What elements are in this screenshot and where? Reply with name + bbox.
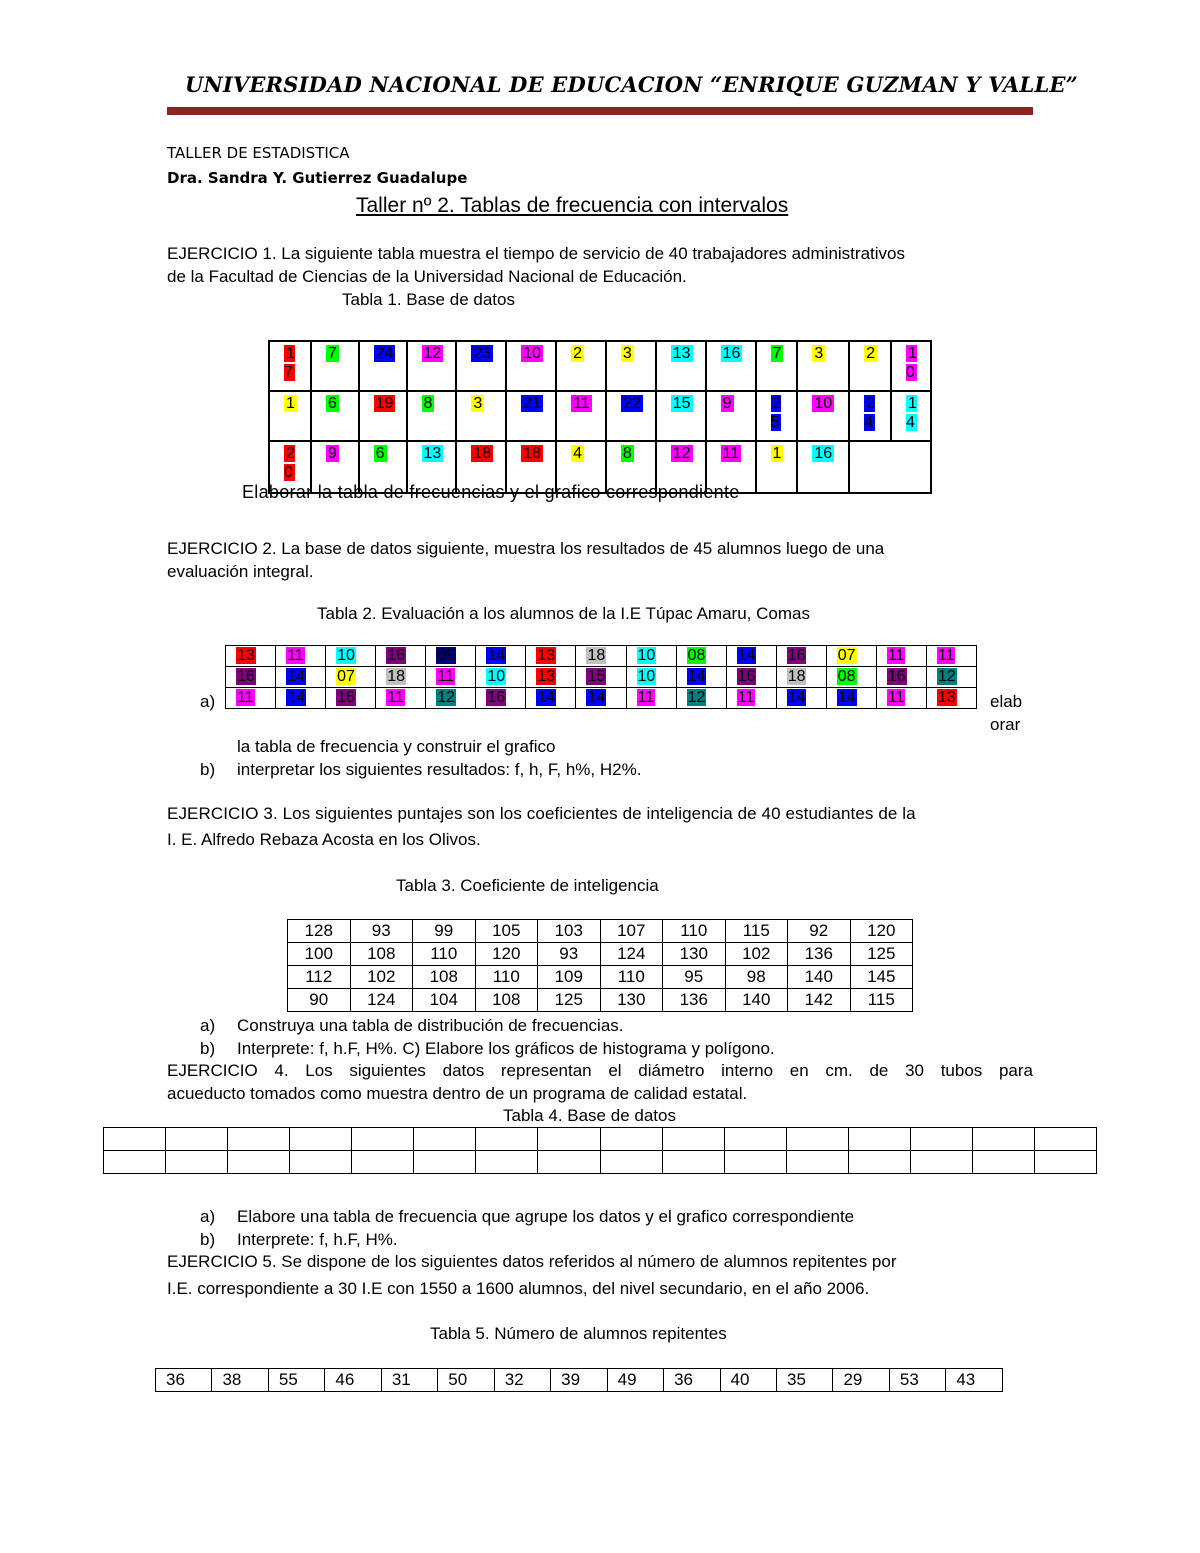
- table-cell: [526, 688, 576, 709]
- table-cell: 124: [600, 943, 663, 966]
- table-cell: [326, 688, 376, 709]
- ej4-caption: Tabla 4. Base de datos: [503, 1106, 676, 1125]
- data-chip: 18: [473, 445, 492, 462]
- ej2-caption: Tabla 2. Evaluación a los alumnos de la I.E Túpac Amaru, Comas: [317, 604, 810, 623]
- data-chip: 12: [437, 689, 456, 706]
- table-cell: 109: [538, 966, 601, 989]
- table-row: [104, 1151, 1097, 1174]
- data-chip: 14: [687, 668, 706, 685]
- table-cell: [826, 667, 876, 688]
- table-cell: [269, 391, 311, 441]
- data-chip: 14: [487, 647, 506, 664]
- data-chip: 14: [587, 689, 606, 706]
- table-cell: [726, 646, 776, 667]
- table-cell: [311, 341, 359, 391]
- ej4-item-b-marker: b): [200, 1230, 216, 1249]
- table-row: [269, 341, 931, 391]
- table-cell: 125: [538, 989, 601, 1012]
- table-cell: [891, 391, 931, 441]
- data-chip: 16: [237, 668, 255, 685]
- table-cell: 108: [413, 966, 476, 989]
- table-cell: 128: [288, 920, 351, 943]
- data-chip: 16: [387, 647, 405, 664]
- table-cell: [526, 667, 576, 688]
- table-cell: [226, 667, 276, 688]
- table-row: [269, 391, 931, 441]
- table-cell: [826, 646, 876, 667]
- ej1-instruction: Elaborar la tabla de frecuencias y el grafico correspondiente: [242, 482, 740, 502]
- table-cell: 92: [788, 920, 851, 943]
- table-cell: [228, 1151, 290, 1174]
- table-cell: 55: [268, 1369, 324, 1392]
- table-cell: [797, 341, 849, 391]
- table-row: [288, 920, 913, 943]
- data-chip: 16: [337, 689, 355, 706]
- table-cell: [756, 391, 798, 441]
- table-cell: [352, 1128, 414, 1151]
- data-chip: 13: [937, 689, 956, 706]
- table-cell: 142: [788, 989, 851, 1012]
- table-cell: [426, 667, 476, 688]
- table-cell: [1034, 1128, 1096, 1151]
- ej2-item-b-text: interpretar los siguientes resultados: f, h, F, h%, H2%.: [237, 760, 642, 779]
- table-cell: 104: [413, 989, 476, 1012]
- table-row: [288, 943, 913, 966]
- data-chip: 14: [787, 689, 806, 706]
- ej2-text-line1: EJERCICIO 2. La base de datos siguiente, muestra los resultados de 45 alumnos luego de una: [167, 539, 885, 558]
- table-cell: [426, 646, 476, 667]
- data-chip: 10: [523, 345, 542, 362]
- ej4-text-line1: EJERCICIO 4. Los siguientes datos representan el diámetro interno en cm. de 30 tubos para: [167, 1061, 1033, 1080]
- table-row: [226, 667, 977, 688]
- teacher-name: Dra. Sandra Y. Gutierrez Guadalupe: [167, 169, 468, 187]
- table-cell: [276, 688, 326, 709]
- table-cell: 130: [663, 943, 726, 966]
- table-cell: [269, 341, 311, 391]
- data-chip: 11: [573, 395, 590, 412]
- table-cell: [456, 341, 506, 391]
- data-chip: 12: [672, 445, 691, 462]
- table-cell: [626, 688, 676, 709]
- data-chip: 1 4: [906, 395, 917, 431]
- table-cell: 46: [325, 1369, 381, 1392]
- table-cell: [849, 391, 891, 441]
- ej3-item-a-text: Construya una tabla de distribución de frecuencias.: [237, 1016, 624, 1035]
- table-1: [268, 340, 932, 494]
- table-cell: 110: [600, 966, 663, 989]
- table-cell: [326, 667, 376, 688]
- data-chip: 18: [523, 445, 542, 462]
- data-chip: 09: [437, 647, 456, 664]
- table-cell: [776, 688, 826, 709]
- ej3-item-b-marker: b): [200, 1039, 216, 1058]
- data-chip: 10: [637, 647, 656, 664]
- table-cell: 49: [607, 1369, 663, 1392]
- data-chip: 11: [722, 445, 740, 462]
- table-cell: 115: [725, 920, 788, 943]
- table-cell: [407, 341, 457, 391]
- table-cell: [676, 688, 726, 709]
- data-chip: 14: [287, 668, 305, 685]
- data-chip: 08: [687, 647, 706, 664]
- data-chip: 13: [423, 445, 442, 462]
- data-chip: 11: [287, 647, 304, 664]
- table-cell: 36: [156, 1369, 212, 1392]
- ej2-item-a-text: la tabla de frecuencia y construir el grafico: [237, 737, 556, 756]
- table-cell: 105: [475, 920, 538, 943]
- ej1-caption: Tabla 1. Base de datos: [342, 290, 515, 309]
- data-chip: 2 0: [284, 445, 295, 481]
- table-cell: [926, 646, 976, 667]
- data-chip: 6: [327, 395, 337, 412]
- table-cell: [626, 646, 676, 667]
- table-cell: [756, 341, 798, 391]
- table-cell: [786, 1151, 848, 1174]
- header-rule: [167, 107, 1033, 115]
- data-chip: 3: [814, 345, 824, 362]
- data-chip: 7: [772, 345, 782, 362]
- table-cell: [556, 341, 606, 391]
- table-cell: [656, 341, 706, 391]
- data-chip: 21: [523, 395, 542, 412]
- table-cell: [407, 391, 457, 441]
- data-chip: 6: [375, 445, 385, 462]
- table-cell: [166, 1151, 228, 1174]
- data-chip: 18: [387, 668, 405, 685]
- table-cell: [326, 646, 376, 667]
- table-cell: [972, 1151, 1034, 1174]
- table-cell: 140: [788, 966, 851, 989]
- table-cell: [576, 688, 626, 709]
- table-cell: 99: [413, 920, 476, 943]
- data-chip: 18: [587, 647, 606, 664]
- data-chip: 1: [286, 395, 295, 412]
- table-cell: 110: [663, 920, 726, 943]
- table-cell: [726, 667, 776, 688]
- data-chip: 14: [537, 689, 556, 706]
- ej2-item-a-side2: orar: [990, 715, 1021, 734]
- ej3-item-b-text: Interprete: f, h.F, H%. C) Elabore los gráficos de histograma y polígono.: [237, 1039, 775, 1058]
- table-cell: [848, 1151, 910, 1174]
- table-cell: [726, 688, 776, 709]
- ej5-caption: Tabla 5. Número de alumnos repitentes: [430, 1324, 727, 1343]
- data-chip: 13: [672, 345, 691, 362]
- page-title: Taller nº 2. Tablas de frecuencia con intervalos: [356, 194, 789, 217]
- data-chip: 11: [437, 668, 454, 685]
- table-cell: 95: [663, 966, 726, 989]
- table-cell: [166, 1128, 228, 1151]
- data-chip: 2 4: [864, 395, 876, 431]
- table-cell: [104, 1128, 166, 1151]
- table-cell: [926, 688, 976, 709]
- table-cell: 136: [788, 943, 851, 966]
- data-chip: 16: [737, 668, 756, 685]
- data-chip: 15: [587, 668, 606, 685]
- ej3-text-line2: I. E. Alfredo Rebaza Acosta en los Olivos.: [167, 830, 481, 849]
- ej2-text-line2: evaluación integral.: [167, 562, 314, 581]
- table-cell: [414, 1151, 476, 1174]
- data-chip: 11: [237, 689, 254, 706]
- table-cell: [876, 688, 926, 709]
- table-cell: [849, 341, 891, 391]
- table-cell: [414, 1128, 476, 1151]
- table-cell: [226, 646, 276, 667]
- data-chip: 2: [866, 345, 876, 362]
- table-cell: 120: [475, 943, 538, 966]
- table-cell: [706, 391, 756, 441]
- table-cell: [756, 441, 798, 493]
- table-cell: [576, 667, 626, 688]
- table-cell: [506, 391, 556, 441]
- table-cell: [352, 1151, 414, 1174]
- data-chip: 11: [937, 647, 955, 664]
- table-cell: [104, 1151, 166, 1174]
- table-cell: [1034, 1151, 1096, 1174]
- table-cell: [926, 667, 976, 688]
- table-cell: [972, 1128, 1034, 1151]
- table-cell: [797, 441, 849, 493]
- table-cell: 43: [946, 1369, 1003, 1392]
- data-chip: 16: [722, 345, 741, 362]
- data-chip: 2: [573, 345, 582, 362]
- table-cell: [891, 341, 931, 391]
- data-chip: 16: [814, 445, 833, 462]
- data-chip: 8: [622, 445, 632, 462]
- table-cell: 93: [538, 943, 601, 966]
- data-chip: 14: [837, 689, 856, 706]
- table-cell: 115: [850, 989, 913, 1012]
- data-chip: 14: [287, 689, 305, 706]
- table-cell: 102: [725, 943, 788, 966]
- table-cell: [359, 341, 407, 391]
- data-chip: 15: [672, 395, 691, 412]
- table-cell: 110: [413, 943, 476, 966]
- table-row: [226, 646, 977, 667]
- table-cell: [626, 667, 676, 688]
- table-cell: [476, 667, 526, 688]
- table-cell: [724, 1151, 786, 1174]
- table-cell: [228, 1128, 290, 1151]
- table-cell: 108: [475, 989, 538, 1012]
- data-chip: 18: [787, 668, 806, 685]
- table-cell: [576, 646, 626, 667]
- data-chip: 23: [473, 345, 492, 362]
- table-cell: [600, 1151, 662, 1174]
- table-cell: 35: [776, 1369, 832, 1392]
- table-cell: 136: [663, 989, 726, 1012]
- table-cell: [676, 667, 726, 688]
- ej4-item-b-text: Interprete: f, h.F, H%.: [237, 1230, 398, 1249]
- table-cell: 100: [288, 943, 351, 966]
- ej4-item-a-text: Elabore una tabla de frecuencia que agrupe los datos y el grafico correspondiente: [237, 1207, 855, 1226]
- table-cell: [776, 646, 826, 667]
- ej2-item-b-marker: b): [200, 760, 216, 779]
- table-cell: [276, 646, 326, 667]
- data-chip: 11: [887, 647, 905, 664]
- table-cell: [910, 1151, 972, 1174]
- table-cell: 108: [350, 943, 413, 966]
- table-2: [225, 645, 977, 709]
- table-cell: 145: [850, 966, 913, 989]
- table-cell: [656, 391, 706, 441]
- table-cell: 39: [551, 1369, 607, 1392]
- data-chip: 12: [687, 689, 706, 706]
- ej1-text-line2: de la Facultad de Ciencias de la Universidad Nacional de Educación.: [167, 267, 687, 286]
- data-chip: 1: [772, 445, 782, 462]
- table-cell: 93: [350, 920, 413, 943]
- table-cell: [276, 667, 326, 688]
- ej5-text-line1: EJERCICIO 5. Se dispone de los siguientes datos referidos al número de alumnos repitentes por: [167, 1252, 897, 1271]
- data-chip: 1 7: [284, 345, 295, 381]
- table-cell: [476, 1128, 538, 1151]
- table-cell: [786, 1128, 848, 1151]
- data-chip: 12: [423, 345, 442, 362]
- table-cell: 31: [381, 1369, 437, 1392]
- table-cell: [476, 1151, 538, 1174]
- ej3-item-a-marker: a): [200, 1016, 216, 1035]
- table-cell: [290, 1151, 352, 1174]
- data-chip: 1 0: [906, 345, 917, 381]
- ej4-text-line2: acueducto tomados como muestra dentro de un programa de calidad estatal.: [167, 1084, 748, 1103]
- ej3-text-line1: EJERCICIO 3. Los siguientes puntajes son los coeficientes de inteligencia de 40 estudiantes de la: [167, 804, 916, 823]
- table-cell: [538, 1151, 600, 1174]
- table-cell: [506, 341, 556, 391]
- table-cell: [476, 646, 526, 667]
- table-cell: [676, 646, 726, 667]
- table-cell: [706, 341, 756, 391]
- table-cell: [776, 667, 826, 688]
- data-chip: 8: [423, 395, 433, 412]
- table-cell: [311, 391, 359, 441]
- table-cell: [662, 1151, 724, 1174]
- table-cell: [848, 1128, 910, 1151]
- table-cell: [600, 1128, 662, 1151]
- table-cell: [724, 1128, 786, 1151]
- data-chip: 12: [937, 668, 956, 685]
- data-chip: 7: [327, 345, 337, 362]
- table-cell: [876, 646, 926, 667]
- table-cell: 120: [850, 920, 913, 943]
- course-name: TALLER DE ESTADISTICA: [167, 144, 350, 162]
- data-chip: 07: [837, 647, 856, 664]
- ej2-item-a-side1: elab: [990, 692, 1023, 711]
- table-cell: 32: [494, 1369, 550, 1392]
- table-cell-empty: [849, 441, 931, 493]
- data-chip: 07: [337, 668, 355, 685]
- data-chip: 13: [237, 647, 255, 664]
- table-cell: 125: [850, 943, 913, 966]
- data-chip: 14: [737, 647, 756, 664]
- table-cell: 50: [438, 1369, 494, 1392]
- table-cell: 140: [725, 989, 788, 1012]
- table-cell: 103: [538, 920, 601, 943]
- table-cell: [376, 688, 426, 709]
- table-cell: 107: [600, 920, 663, 943]
- data-chip: 19: [375, 395, 394, 412]
- ej3-caption: Tabla 3. Coeficiente de inteligencia: [396, 876, 659, 895]
- table-row: [226, 688, 977, 709]
- ej4-item-a-marker: a): [200, 1207, 216, 1226]
- data-chip: 08: [837, 668, 856, 685]
- data-chip: 24: [375, 345, 394, 362]
- table-cell: 40: [720, 1369, 776, 1392]
- table-4: [103, 1127, 1097, 1174]
- table-cell: 124: [350, 989, 413, 1012]
- table-cell: [826, 688, 876, 709]
- table-cell: [538, 1128, 600, 1151]
- table-cell: [526, 646, 576, 667]
- data-chip: 3: [622, 345, 632, 362]
- ej5-text-line2: I.E. correspondiente a 30 I.E con 1550 a 1600 alumnos, del nivel secundario, en el año 2006.: [167, 1279, 870, 1298]
- table-cell: [376, 667, 426, 688]
- table-cell: [797, 391, 849, 441]
- table-cell: [606, 341, 656, 391]
- table-cell: [556, 391, 606, 441]
- table-cell: 98: [725, 966, 788, 989]
- table-cell: [476, 688, 526, 709]
- table-cell: 36: [664, 1369, 720, 1392]
- table-cell: [606, 391, 656, 441]
- data-chip: 9: [722, 395, 732, 412]
- data-chip: 10: [487, 668, 506, 685]
- table-cell: [376, 646, 426, 667]
- ej2-item-a-marker: a): [200, 692, 216, 711]
- table-cell: 29: [833, 1369, 889, 1392]
- table-row: [288, 989, 913, 1012]
- table-cell: 110: [475, 966, 538, 989]
- data-chip: 2 5: [770, 395, 782, 431]
- data-chip: 9: [327, 445, 337, 462]
- table-cell: [426, 688, 476, 709]
- table-cell: 102: [350, 966, 413, 989]
- table-cell: 112: [288, 966, 351, 989]
- table-3: [287, 919, 913, 1012]
- data-chip: 13: [537, 668, 556, 685]
- table-row: [104, 1128, 1097, 1151]
- table-cell: 53: [889, 1369, 945, 1392]
- data-chip: 11: [387, 689, 404, 706]
- data-chip: 16: [887, 668, 906, 685]
- table-cell: 90: [288, 989, 351, 1012]
- table-cell: [359, 391, 407, 441]
- data-chip: 11: [887, 689, 905, 706]
- data-chip: 3: [473, 395, 483, 412]
- table-cell: [910, 1128, 972, 1151]
- table-5: [155, 1368, 1003, 1392]
- data-chip: 10: [637, 668, 656, 685]
- data-chip: 16: [787, 647, 806, 664]
- ej1-text-line1: EJERCICIO 1. La siguiente tabla muestra el tiempo de servicio de 40 trabajadores administrativos: [167, 244, 905, 263]
- university-header: UNIVERSIDAD NACIONAL DE EDUCACION “ENRIQUE GUZMAN Y VALLE”: [185, 72, 1078, 97]
- data-chip: 13: [537, 647, 556, 664]
- data-chip: 10: [337, 647, 355, 664]
- data-chip: 4: [573, 445, 582, 462]
- table-cell: [662, 1128, 724, 1151]
- data-chip: 10: [814, 395, 833, 412]
- data-chip: 16: [487, 689, 506, 706]
- table-cell: [876, 667, 926, 688]
- table-cell: 130: [600, 989, 663, 1012]
- data-chip: 22: [622, 395, 641, 412]
- data-chip: 11: [637, 689, 655, 706]
- table-cell: [456, 391, 506, 441]
- data-chip: 11: [737, 689, 755, 706]
- table-cell: 38: [212, 1369, 268, 1392]
- table-cell: [226, 688, 276, 709]
- table-row: [288, 966, 913, 989]
- table-cell: [290, 1128, 352, 1151]
